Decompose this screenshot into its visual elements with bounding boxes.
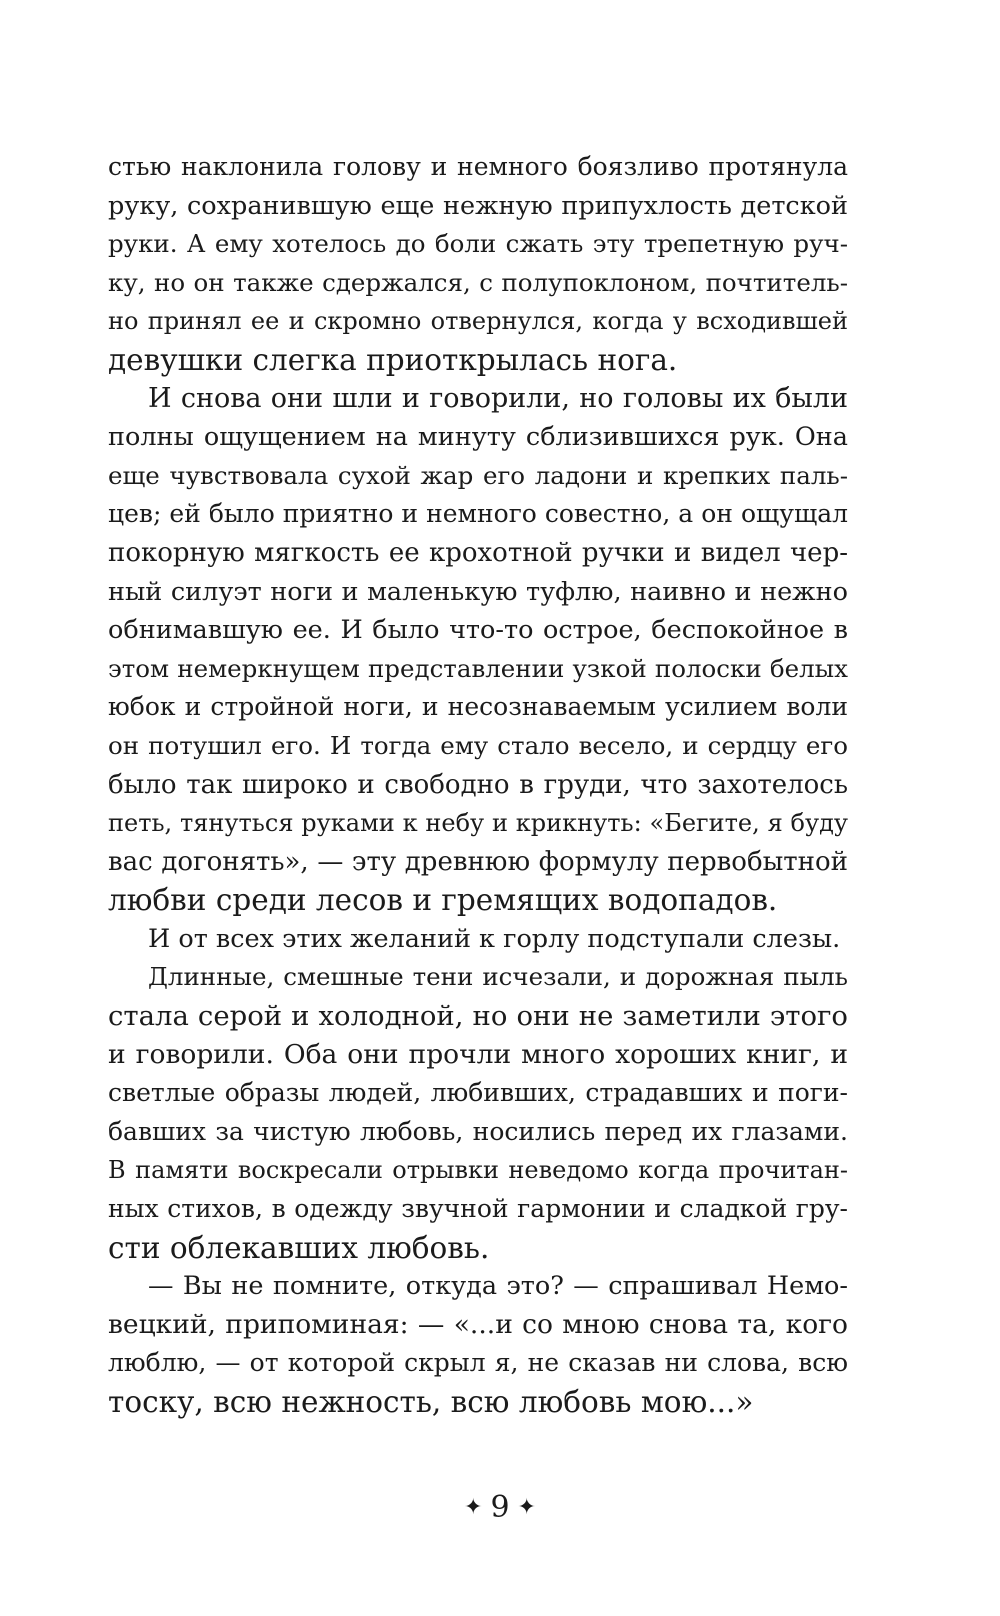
text-line: еще чувствовала сухой жар его ладони и крепких паль- (108, 460, 848, 490)
text-line: бавших за чистую любовь, носились перед их глазами. (108, 1116, 848, 1146)
text-line: руки. А ему хотелось до боли сжать эту трепетную руч- (108, 229, 848, 259)
text-line: любви среди лесов и гремящих водопадов. (108, 883, 778, 918)
text-line: покорную мягкость ее крохотной ручки и видел чер- (108, 537, 848, 568)
page-number: 9 (490, 1490, 510, 1525)
text-line: — Вы не помните, откуда это? — спрашивал Немо- (148, 1271, 848, 1302)
text-line: ку, но он также сдержался, с полупоклоном, почтитель- (108, 267, 848, 297)
text-line: люблю, — от которой скрыл я, не сказав ни слова, всю (108, 1348, 848, 1378)
text-line: Длинные, смешные тени исчезали, и дорожная пыль (148, 962, 848, 992)
paragraph-3 (108, 920, 848, 959)
text-line: цев; ей было приятно и немного совестно, а он ощущал (108, 499, 848, 529)
paragraph-4 (108, 958, 848, 1267)
text-line: руку, сохранившую еще нежную припухлость детской (108, 190, 848, 221)
text-line: этом немеркнущем представлении узкой полоски белых (108, 653, 848, 683)
text-line: вас догонять», — эту древнюю формулу первобытной (108, 846, 848, 877)
text-line: светлые образы людей, любивших, страдавших и поги- (108, 1078, 848, 1108)
ornament-star-icon: ✦ (464, 1495, 483, 1520)
text-line: ных стихов, в одежду звучной гармонии и сладкой гру- (108, 1194, 848, 1224)
text-line: стью наклонила голову и немного боязливо протянула (108, 152, 848, 181)
text-line: и говорили. Оба они прочли много хороших книг, и (108, 1038, 848, 1070)
page-number-footer (0, 1488, 1000, 1528)
text-line: сти облекавших любовь. (108, 1230, 490, 1265)
text-line: девушки слегка приоткрылась нога. (108, 342, 678, 377)
text-line: стала серой и холодной, но они не заметили этого (108, 1000, 848, 1033)
text-line: И от всех этих желаний к горлу подступали слезы. (148, 923, 841, 954)
text-line: вецкий, припоминая: — «...и со мною снова та, кого (108, 1308, 848, 1340)
text-line: обнимавшую ее. И было что-то острое, беспокойное в (108, 615, 848, 646)
text-line: юбок и стройной ноги, и несознаваемым усилием воли (108, 692, 848, 722)
text-line: И снова они шли и говорили, но головы их были (148, 382, 848, 414)
text-line: он потушил его. И тогда ему стало весело, и сердцу его (108, 730, 848, 760)
text-line: полны ощущением на минуту сблизившихся рук. Она (108, 422, 848, 453)
paragraph-2 (108, 380, 848, 920)
text-line: ный силуэт ноги и маленькую туфлю, наивно и нежно (108, 576, 848, 607)
paragraph-1 (108, 148, 848, 380)
text-line: но принял ее и скромно отвернулся, когда у всходившей (108, 307, 848, 336)
text-line: тоску, всю нежность, всю любовь мою...» (108, 1385, 754, 1419)
text-line: было так широко и свободно в груди, что захотелось (108, 769, 848, 800)
ornament-star-icon: ✦ (517, 1495, 536, 1520)
page-body (108, 148, 848, 1422)
text-line: В памяти воскресали отрывки неведомо когда прочитан- (108, 1156, 848, 1185)
text-line: петь, тянуться руками к небу и крикнуть: «Бегите, я буду (108, 809, 848, 838)
paragraph-5 (108, 1267, 848, 1421)
